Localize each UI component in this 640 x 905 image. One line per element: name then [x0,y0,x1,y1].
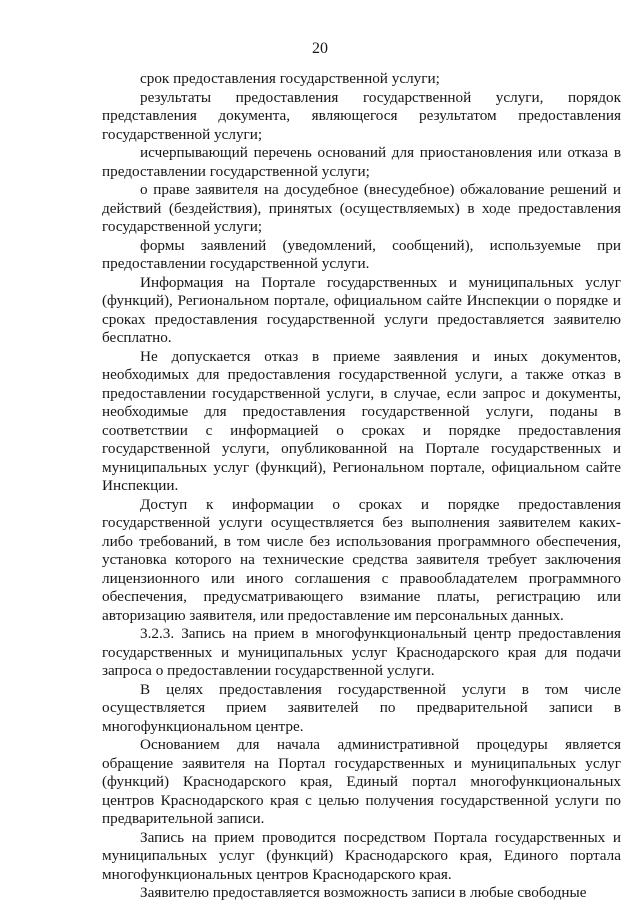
paragraph-procedure-basis: Основанием для начала административной процедуры является обращение заявителя на Портал государственных и муниципальных услуг (функций) Краснодарского края, Единый портал многофункциональных центров Краснодарского края с целью получения государственной услуги по предварительной записи. [102,736,621,827]
paragraph-free-slots: Заявителю предоставляется возможность записи в любые свободные [140,884,587,901]
paragraph-service-results: результаты предоставления государственной услуги, порядок представления документа, являющегося результатом предоставления государственной услуги; [102,88,621,143]
paragraph-free-information: Информация на Портале государственных и муниципальных услуг (функций), Региональном портале, официальном сайте Инспекции о порядке и сроках предоставления государственной услуги предоставляется заявителю бесплатно. [102,273,621,346]
paragraph-appeal-rights: о праве заявителя на досудебное (внесудебное) обжалование решений и действий (бездействия), принятых (осуществляемых) в ходе предоставления государственной услуги; [102,181,621,235]
paragraph-refusal-grounds: исчерпывающий перечень оснований для приостановления или отказа в предоставлении государственной услуги; [102,144,621,180]
paragraph-appointment-channels: Запись на прием проводится посредством Портала государственных и муниципальных услуг (функций) Краснодарского края, Единого портала многофункциональных центров Краснодарского края. [102,828,621,883]
paragraph-section-3-2-3: 3.2.3. Запись на прием в многофункциональный центр предоставления государственных и муниципальных услуг Краснодарского края для подачи запроса о предоставлении государственной услуги. [102,625,621,679]
paragraph-application-forms: формы заявлений (уведомлений, сообщений), используемые при предоставлении государственной услуги. [102,236,621,272]
paragraph-no-refusal: Не допускается отказ в приеме заявления и иных документов, необходимых для предоставления государственной услуги, а также отказ в предоставлении государственной услуги, в случае, если запрос и документы, необходимые для предоставления государственной услуги, поданы в соответствии с информацией о сроках и порядке предоставления государственной услуги, опубликованной на Портале государственных и муниципальных услуг (функций), Региональном портале, официальном сайте Инспекции. [102,347,621,494]
paragraph-service-term: срок предоставления государственной услуги; [140,70,440,87]
document-body [102,70,621,903]
paragraph-access-to-info: Доступ к информации о сроках и порядке предоставления государственной услуги осуществляется без выполнения заявителем каких-либо требований, в том числе без использования программного обеспечения, установка которого на технические средства заявителя требует заключения лицензионного или иного соглашения с правообладателем программного обеспечения, предусматривающего взимание платы, регистрацию или авторизацию заявителя, или предоставление им персональных данных. [102,495,621,624]
page-number: 20 [312,40,328,57]
paragraph-pre-appointment: В целях предоставления государственной услуги в том числе осуществляется прием заявителей по предварительной записи в многофункциональном центре. [102,680,621,735]
